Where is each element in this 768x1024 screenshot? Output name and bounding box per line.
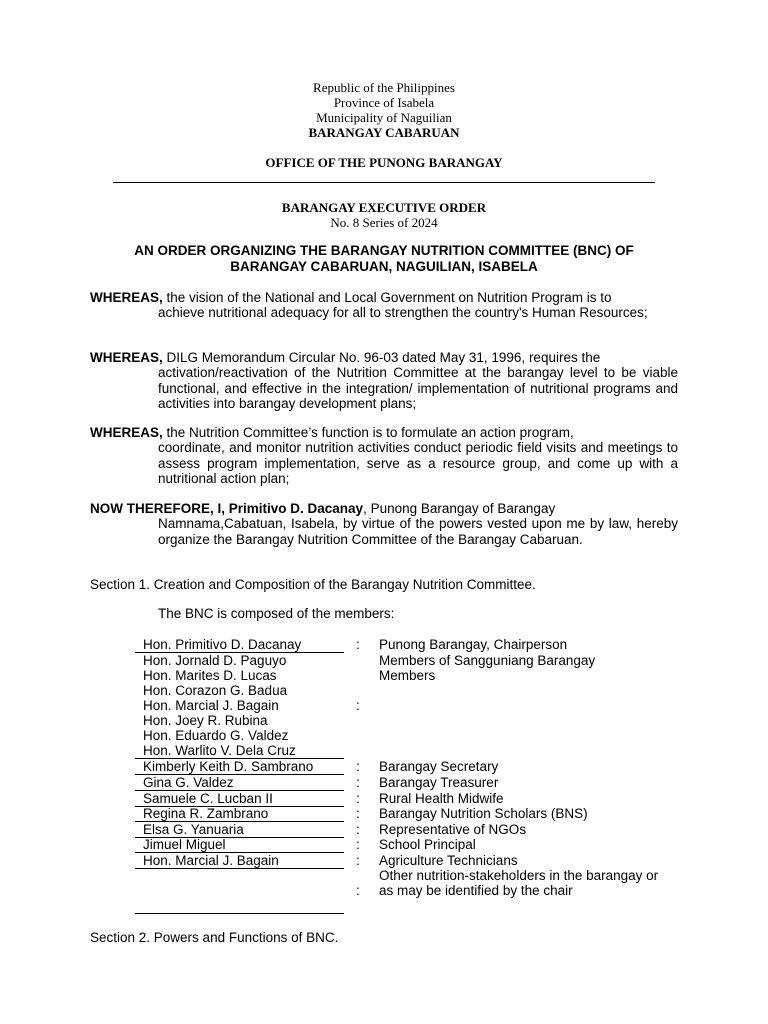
other-stakeholders-role: Other nutrition-stakeholders in the barangay or as may be identified by the chair [379,868,659,899]
member-name: Elsa G. Yanuaria [143,822,244,837]
member-row [0,653,768,668]
member-row [0,743,768,758]
header-divider [113,182,655,183]
member-row [0,822,768,837]
member-row [0,683,768,698]
order-title-line-1: AN ORDER ORGANIZING THE BARANGAY NUTRITION COMMITTEE (BNC) OF [134,243,634,258]
member-row [0,806,768,821]
member-role: Members of Sangguniang Barangay [379,653,596,668]
member-row [0,759,768,774]
now-therefore-clause [90,501,678,547]
now-therefore-text-first: , Punong Barangay of Barangay [363,501,556,516]
member-name: Jimuel Miguel [143,837,226,852]
header-office: OFFICE OF THE PUNONG BARANGAY [265,155,503,170]
member-underline [135,868,344,869]
member-colon: : [356,698,360,713]
member-role: Agriculture Technicians [379,853,518,868]
header-republic: Republic of the Philippines [313,80,455,95]
whereas-clause-3 [90,425,678,487]
member-name: Hon. Eduardo G. Valdez [143,728,289,743]
member-role: Barangay Nutrition Scholars (BNS) [379,806,588,821]
member-name: Kimberly Keith D. Sambrano [143,759,314,774]
whereas-text-first: the vision of the National and Local Government on Nutrition Program is to [162,290,612,305]
member-row [0,713,768,728]
member-colon: : [356,775,360,790]
member-name: Hon. Warlito V. Dela Cruz [143,743,296,758]
member-name: Gina G. Valdez [143,775,234,790]
member-row [0,837,768,852]
member-role: Members [379,668,436,683]
section-1-heading: Section 1. Creation and Composition of the Barangay Nutrition Committee. [90,577,536,592]
member-colon: : [356,806,360,821]
member-row [0,698,768,713]
order-title-line-2: BARANGAY CABARUAN, NAGUILIAN, ISABELA [230,259,538,274]
whereas-text-rest: coordinate, and monitor nutrition activities conduct periodic field visits and meetings to assess program implementation, serve as a resource group, and come up with a nutritional action plan; [158,440,678,487]
now-therefore-lead: NOW THEREFORE, I, Primitivo D. Dacanay [90,501,364,516]
member-colon: : [356,837,360,852]
whereas-lead: WHEREAS, [90,290,163,305]
member-colon: : [356,637,360,652]
header-barangay: BARANGAY CABARUAN [308,125,460,140]
header-municipality: Municipality of Naguilian [316,110,452,125]
member-row [0,668,768,683]
member-name: Hon. Primitivo D. Dacanay [143,637,302,652]
member-role: Punong Barangay, Chairperson [379,637,568,652]
now-therefore-text-rest: Namnama,Cabatuan, Isabela, by virtue of the powers vested upon me by law, hereby organize the Barangay Nutrition Committee of the Barangay Cabaruan. [158,516,678,547]
order-number: No. 8 Series of 2024 [330,215,438,230]
member-row [0,853,768,868]
member-colon: : [356,822,360,837]
member-role: Rural Health Midwife [379,791,504,806]
member-colon: : [356,759,360,774]
whereas-lead: WHEREAS, [90,350,163,365]
whereas-text-first: DILG Memorandum Circular No. 96-03 dated May 31, 1996, requires the [162,350,601,365]
member-colon: : [356,883,360,898]
member-name: Hon. Joey R. Rubina [143,713,268,728]
member-colon: : [356,853,360,868]
section-2-heading: Section 2. Powers and Functions of BNC. [90,930,339,945]
order-heading: BARANGAY EXECUTIVE ORDER [281,200,487,215]
header-province: Province of Isabela [333,95,435,110]
member-row [0,791,768,806]
whereas-clause-2 [90,350,678,412]
whereas-text-rest: achieve nutritional adequacy for all to strengthen the country's Human Resources; [158,305,648,321]
whereas-lead: WHEREAS, [90,425,163,440]
member-role: Representative of NGOs [379,822,527,837]
member-colon: : [356,791,360,806]
order-title [90,243,678,275]
member-name: Hon. Marcial J. Bagain [143,698,279,713]
member-row [0,637,768,652]
member-role: Barangay Treasurer [379,775,499,790]
member-name: Hon. Marcial J. Bagain [143,853,279,868]
member-underline [135,913,344,914]
member-name: Samuele C. Lucban II [143,791,273,806]
member-name: Hon. Corazon G. Badua [143,683,288,698]
member-role: Barangay Secretary [379,759,499,774]
whereas-clause-1 [90,290,678,321]
member-name: Hon. Marites D. Lucas [143,668,277,683]
section-1-intro: The BNC is composed of the members: [158,606,395,621]
member-row [0,775,768,790]
whereas-text-rest: activation/reactivation of the Nutrition Committee at the barangay level to be viable functional, and effective in the integration/ implementation of nutritional programs and activities into barangay development plans; [158,365,678,412]
member-name: Regina R. Zambrano [143,806,269,821]
member-name: Hon. Jornald D. Paguyo [143,653,287,668]
member-row [0,728,768,743]
member-role: School Principal [379,837,476,852]
whereas-text-first: the Nutrition Committee’s function is to formulate an action program, [162,425,574,440]
